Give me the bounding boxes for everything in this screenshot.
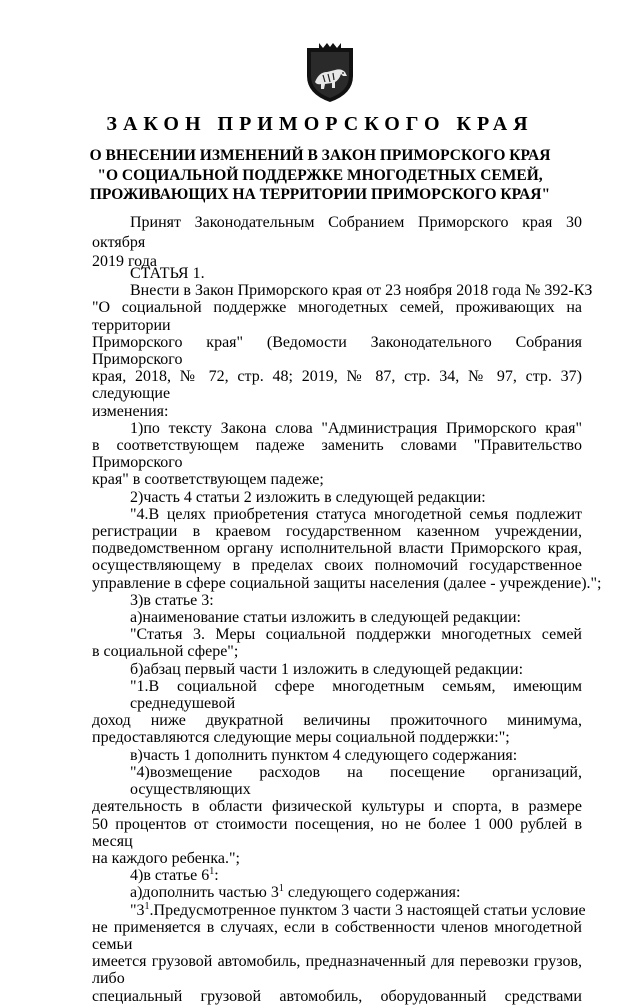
body-line: "4.В целях приобретения статуса многодетной семья подлежит [130, 505, 582, 523]
subtitle-line: "О СОЦИАЛЬНОЙ ПОДДЕРЖКЕ МНОГОДЕТНЫХ СЕМЕЙ, [97, 166, 543, 184]
body-line: 50 процентов от стоимости посещения, но не более 1 000 рублей в месяц [92, 815, 582, 850]
body-line: "1.В социальной сфере многодетным семьям, имеющим среднедушевой [130, 677, 582, 713]
body-line [92, 867, 582, 884]
body-text: : [214, 867, 219, 885]
body-line: в социальной сфере"; [92, 643, 239, 661]
body-line [92, 900, 586, 919]
adoption-statement [92, 213, 582, 272]
body-line: имеется грузовой автомобиль, предназначенный для перевозки грузов, либо [92, 953, 582, 988]
body-line: Приморского края" (Ведомости Законодательного Собрания Приморского [92, 333, 582, 369]
body-line: осуществляющему в пределах своих полномочий государственное [92, 557, 582, 575]
law-body [92, 265, 602, 1005]
body-text: 4)в статье 6 [130, 867, 210, 885]
adoption-line: 2019 года [92, 253, 157, 270]
body-line: "Статья 3. Меры социальной поддержки многодетных семей [130, 626, 582, 644]
law-title: ЗАКОН ПРИМОРСКОГО КРАЯ [106, 113, 534, 135]
body-text: а)дополнить частью 3 [130, 884, 279, 902]
body-line: 1)по тексту Закона слова "Администрация Приморского края" [130, 419, 582, 437]
article-heading: СТАТЬЯ 1. [130, 265, 205, 282]
body-line: регистрации в краевом государственном казенном учреждении, [92, 523, 582, 541]
body-line: 2)часть 4 статьи 2 изложить в следующей редакции: [130, 488, 486, 506]
body-line: края" в соответствующем падеже; [92, 471, 324, 489]
superscript: 1 [278, 883, 284, 895]
body-line: в)часть 1 дополнить пунктом 4 следующего содержания: [130, 746, 518, 764]
body-line: изменения: [92, 402, 169, 420]
body-line: а)наименование статьи изложить в следующей редакции: [130, 609, 521, 627]
body-text: "3 [130, 901, 145, 919]
emblem-icon [301, 42, 359, 104]
body-line: 3)в статье 3: [130, 591, 214, 609]
body-text: .Предусмотренное пунктом 3 части 3 настоящей статьи условие [149, 901, 586, 919]
body-line: предоставляются следующие меры социальной поддержки:"; [92, 729, 510, 747]
body-line: деятельность в области физической культуры и спорта, в размере [92, 798, 582, 816]
law-subtitle [80, 146, 560, 205]
body-line: в соответствующем падеже заменить словами "Правительство Приморского [92, 437, 582, 472]
body-line: края, 2018, № 72, стр. 48; 2019, № 87, стр. 34, № 97, стр. 37) следующие [92, 368, 582, 403]
superscript: 1 [209, 866, 215, 878]
body-line: б)абзац первый части 1 изложить в следующей редакции: [130, 660, 524, 678]
body-line [92, 884, 582, 901]
body-line: управление в сфере социальной защиты населения (далее - учреждение)."; [92, 574, 602, 592]
body-line: специальный грузовой автомобиль, оборудованный средствами [92, 987, 582, 1005]
adoption-line: Принят Законодательным Собранием Приморского края 30 октября [92, 214, 582, 251]
body-line: "О социальной поддержке многодетных семей, проживающих на территории [92, 299, 582, 334]
body-line: Внести в Закон Приморского края от 23 ноября 2018 года № 392-КЗ [130, 282, 593, 300]
body-line: доход ниже двукратной величины прожиточного минимума, [92, 712, 582, 730]
body-text: следующего содержания: [283, 884, 461, 902]
superscript: 1 [144, 900, 150, 912]
body-line: подведомственном органу исполнительной власти Приморского края, [92, 540, 582, 558]
subtitle-line: ПРОЖИВАЮЩИХ НА ТЕРРИТОРИИ ПРИМОРСКОГО КРАЯ" [89, 186, 551, 203]
body-line: на каждого ребенка."; [92, 849, 240, 867]
subtitle-line: О ВНЕСЕНИИ ИЗМЕНЕНИЙ В ЗАКОН ПРИМОРСКОГО КРАЯ [89, 147, 551, 164]
body-line: не применяется в случаях, если в собственности членов многодетной семьи [92, 918, 582, 953]
body-line: "4)возмещение расходов на посещение организаций, осуществляющих [130, 763, 582, 799]
